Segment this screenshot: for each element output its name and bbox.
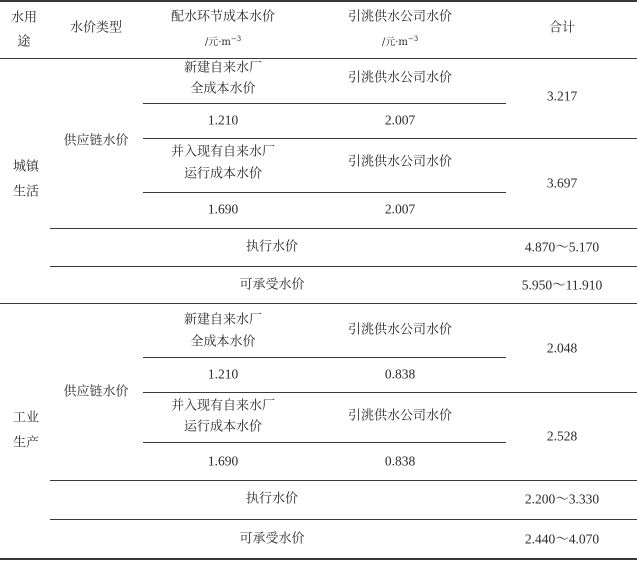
section-divider xyxy=(0,303,637,304)
exec-price-value: 2.200～3.330 xyxy=(524,491,600,507)
supplier-value: 0.838 xyxy=(384,366,416,382)
table-top-rule xyxy=(0,0,637,2)
rule xyxy=(143,392,637,393)
cost-value: 1.210 xyxy=(207,112,239,128)
total-value: 3.697 xyxy=(546,175,578,191)
supplier-label: 引洮供水公司水价 xyxy=(347,322,453,338)
rule xyxy=(50,519,637,520)
supplier-label: 引洮供水公司水价 xyxy=(347,154,453,170)
rule xyxy=(50,480,637,481)
rule xyxy=(50,228,637,229)
cost-label-line2: 运行成本水价 xyxy=(183,166,263,182)
rule xyxy=(50,266,637,267)
cost-label-line1: 新建自来水厂 xyxy=(183,60,263,76)
affordable-price-value: 5.950～11.910 xyxy=(521,277,603,293)
rule xyxy=(143,103,506,104)
header-total: 合计 xyxy=(548,20,576,36)
exec-price-label: 执行水价 xyxy=(245,491,299,507)
cost-label-line2: 运行成本水价 xyxy=(183,419,263,435)
exec-price-label: 执行水价 xyxy=(245,239,299,255)
use-label-line2: 生产 xyxy=(12,435,40,451)
header-use-line1: 水用 xyxy=(10,10,38,26)
total-value: 3.217 xyxy=(546,88,578,104)
use-label-line2: 生活 xyxy=(12,184,40,200)
use-label-line1: 工业 xyxy=(12,410,40,426)
header-yintao-price: 引洮供水公司水价 xyxy=(347,9,453,25)
header-bottom-rule xyxy=(0,58,637,59)
cost-label-line2: 全成本水价 xyxy=(190,334,256,350)
supplier-value: 2.007 xyxy=(384,201,416,217)
rule xyxy=(143,357,506,358)
cost-value: 1.690 xyxy=(207,201,239,217)
cost-value: 1.210 xyxy=(207,366,239,382)
exec-price-value: 4.870～5.170 xyxy=(524,239,600,255)
affordable-price-value: 2.440～4.070 xyxy=(524,531,600,547)
supplier-value: 2.007 xyxy=(384,112,416,128)
header-type: 水价类型 xyxy=(69,20,123,36)
rule xyxy=(143,192,506,193)
supply-chain-label: 供应链水价 xyxy=(63,133,129,149)
rule xyxy=(143,442,506,443)
supplier-label: 引洮供水公司水价 xyxy=(347,408,453,424)
cost-label-line1: 并入现有自来水厂 xyxy=(170,144,276,160)
header-use-line2: 途 xyxy=(17,34,31,50)
header-yintao-unit: /元$\cdot m^{-3}$ xyxy=(381,34,419,49)
affordable-price-label: 可承受水价 xyxy=(239,531,305,547)
supplier-value: 0.838 xyxy=(384,453,416,469)
affordable-price-label: 可承受水价 xyxy=(239,277,305,293)
cost-value: 1.690 xyxy=(207,453,239,469)
use-label-line1: 城镇 xyxy=(12,159,40,175)
header-dist-cost: 配水环节成本水价 xyxy=(170,9,276,25)
total-value: 2.048 xyxy=(546,340,578,356)
rule xyxy=(143,138,637,139)
total-value: 2.528 xyxy=(546,428,578,444)
cost-label-line1: 并入现有自来水厂 xyxy=(170,398,276,414)
supply-chain-label: 供应链水价 xyxy=(63,384,129,400)
header-dist-unit: /元$\cdot m^{-3}$ xyxy=(204,34,242,49)
cost-label-line2: 全成本水价 xyxy=(190,81,256,97)
table-bottom-rule xyxy=(0,558,637,560)
supplier-label: 引洮供水公司水价 xyxy=(347,70,453,86)
cost-label-line1: 新建自来水厂 xyxy=(183,312,263,328)
